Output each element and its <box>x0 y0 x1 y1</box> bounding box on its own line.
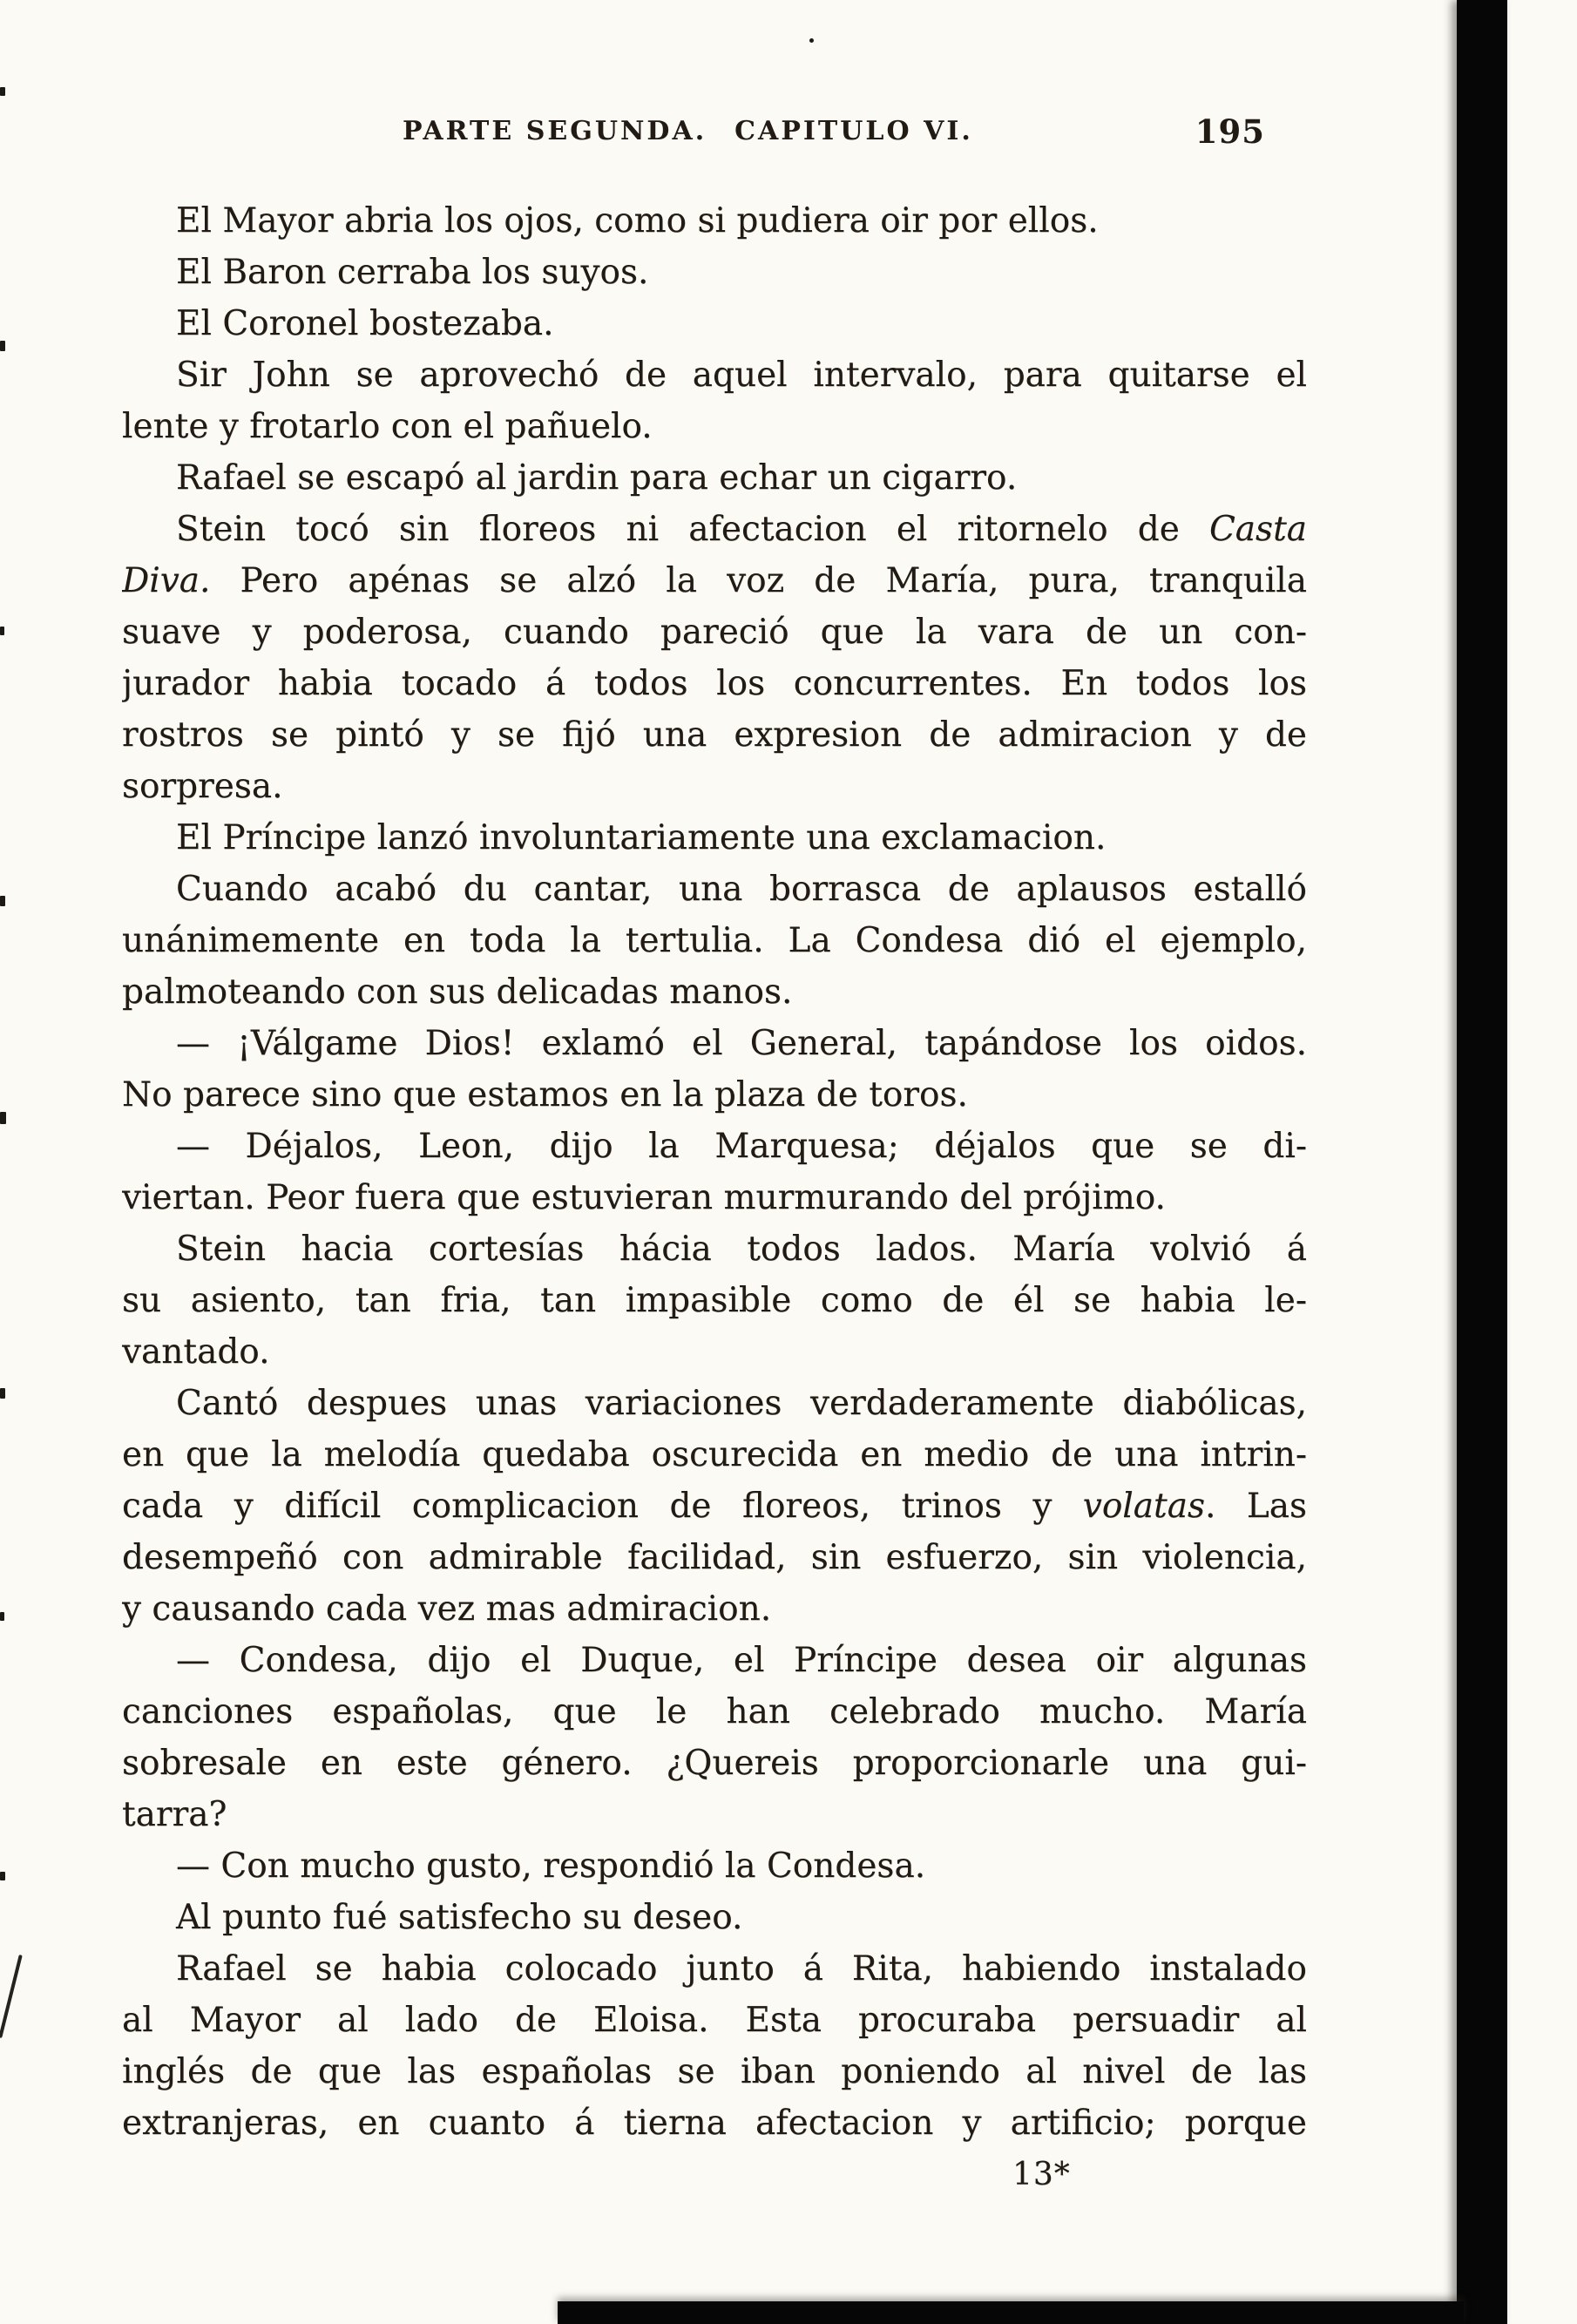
text-line <box>122 915 1307 966</box>
text-segment: No parece sino que estamos en la plaza de toros. <box>122 1075 968 1115</box>
text-segment: Stein tocó sin floreos ni afectacion el ritornelo de <box>176 510 1209 549</box>
text-line <box>122 1943 1307 1995</box>
text-segment: sorpresa. <box>122 767 283 806</box>
text-segment: — Déjalos, Leon, dijo la Marquesa; déjalos que se di- <box>176 1127 1307 1166</box>
text-segment: unánimemente en toda la tertulia. La Condesa dió el ejemplo, <box>122 921 1307 960</box>
text-segment: cada y difícil complicacion de floreos, trinos y <box>122 1487 1083 1526</box>
text-line <box>122 195 1307 247</box>
text-segment: Sir John se aprovechó de aquel intervalo, para quitarse el <box>176 356 1307 395</box>
text-line <box>122 606 1307 658</box>
scan-speck <box>809 38 814 43</box>
text-line <box>122 1429 1307 1480</box>
text-line <box>122 709 1307 761</box>
scan-speck <box>0 1612 4 1621</box>
text-segment: El Baron cerraba los suyos. <box>176 253 649 292</box>
signature-mark: 13* <box>1012 2157 1071 2192</box>
text-segment: . Las <box>1204 1487 1307 1526</box>
text-segment: en que la melodía quedaba oscurecida en medio de una intrin- <box>122 1435 1307 1474</box>
text-line <box>122 2097 1307 2149</box>
page-number: 195 <box>1195 112 1265 151</box>
text-segment: jurador habia tocado á todos los concurrentes. En todos los <box>122 664 1307 703</box>
text-line <box>122 1892 1307 1943</box>
page-header <box>122 108 1307 155</box>
text-segment: y causando cada vez mas admiracion. <box>122 1589 772 1629</box>
scan-speck <box>0 627 4 635</box>
text-line <box>122 1686 1307 1738</box>
text-line <box>122 1018 1307 1069</box>
scan-speck <box>0 87 5 96</box>
italic-text: volatas <box>1082 1487 1205 1526</box>
scan-speck <box>0 341 5 351</box>
text-line <box>122 452 1307 504</box>
text-segment: palmoteando con sus delicadas manos. <box>122 972 793 1012</box>
text-line <box>122 1326 1307 1378</box>
text-line <box>122 812 1307 864</box>
text-segment: tarra? <box>122 1795 227 1834</box>
text-segment: — Condesa, dijo el Duque, el Príncipe desea oir algunas <box>176 1641 1307 1680</box>
text-line <box>122 658 1307 709</box>
text-segment: — Con mucho gusto, respondió la Condesa. <box>176 1846 926 1886</box>
text-segment: canciones españolas, que le han celebrado mucho. María <box>122 1692 1307 1731</box>
text-line <box>122 1069 1307 1121</box>
text-segment: Rafael se escapó al jardin para echar un cigarro. <box>176 458 1018 498</box>
scan-speck <box>0 1388 5 1399</box>
text-line <box>122 761 1307 812</box>
text-segment: lente y frotarlo con el pañuelo. <box>122 407 653 446</box>
page-lines <box>122 195 1307 2149</box>
text-line <box>122 1635 1307 1686</box>
text-line <box>122 864 1307 915</box>
scan-speck <box>0 1112 6 1124</box>
text-segment: inglés de que las españolas se iban poniendo al nivel de las <box>122 2052 1307 2091</box>
text-segment: su asiento, tan fria, tan impasible como de él se habia le- <box>122 1281 1307 1320</box>
text-segment: sobresale en este género. ¿Quereis proporcionarle una gui- <box>122 1744 1307 1783</box>
text-line <box>122 1789 1307 1840</box>
text-segment: suave y poderosa, cuando pareció que la vara de un con- <box>122 613 1307 652</box>
text-segment: rostros se pintó y se fijó una expresion de admiracion y de <box>122 715 1307 755</box>
text-segment: El Mayor abria los ojos, como si pudiera oir por ellos. <box>176 201 1099 241</box>
scan-speck <box>0 896 5 906</box>
text-line <box>122 349 1307 401</box>
text-segment: Rafael se habia colocado junto á Rita, habiendo instalado <box>176 1949 1307 1989</box>
text-segment: — ¡Válgame Dios! exlamó el General, tapándose los oidos. <box>176 1024 1307 1063</box>
scan-stray-mark <box>0 1955 23 2038</box>
text-block <box>122 195 1307 2200</box>
text-line <box>122 247 1307 298</box>
text-segment: al Mayor al lado de Eloisa. Esta procuraba persuadir al <box>122 2001 1307 2040</box>
text-segment: viertan. Peor fuera que estuvieran murmurando del prójimo. <box>122 1178 1166 1217</box>
text-line <box>122 1275 1307 1326</box>
text-segment: vantado. <box>122 1332 270 1372</box>
text-segment: extranjeras, en cuanto á tierna afectacion y artificio; porque <box>122 2104 1307 2143</box>
text-line <box>122 1480 1307 1532</box>
italic-text: Casta <box>1208 510 1307 549</box>
text-segment: Pero apénas se alzó la voz de María, pura, tranquila <box>210 561 1307 600</box>
text-line <box>122 504 1307 555</box>
text-line <box>122 1532 1307 1583</box>
text-segment: Al punto fué satisfecho su deseo. <box>176 1898 743 1937</box>
text-line <box>122 555 1307 606</box>
running-title-section: PARTE SEGUNDA. <box>403 116 707 146</box>
text-line <box>122 1840 1307 1892</box>
text-line <box>122 1583 1307 1635</box>
text-segment: desempeñó con admirable facilidad, sin esfuerzo, sin violencia, <box>122 1538 1307 1577</box>
running-title <box>403 108 973 155</box>
scan-speck <box>0 1872 5 1880</box>
text-line <box>122 401 1307 452</box>
text-segment: Cuando acabó du cantar, una borrasca de aplausos estalló <box>176 870 1307 909</box>
text-line <box>122 1223 1307 1275</box>
text-segment: El Coronel bostezaba. <box>176 304 554 343</box>
running-title-chapter: CAPITULO VI. <box>734 116 973 146</box>
scan-edge-bar-right <box>1457 0 1507 2324</box>
italic-text: Diva. <box>122 561 211 600</box>
text-line <box>122 1172 1307 1223</box>
text-line <box>122 1121 1307 1172</box>
text-segment: Stein hacia cortesías hácia todos lados. María volvió á <box>176 1230 1307 1269</box>
text-segment: Cantó despues unas variaciones verdaderamente diabólicas, <box>176 1384 1307 1423</box>
scan-edge-bar-bottom <box>558 2301 1464 2324</box>
text-line <box>122 2046 1307 2097</box>
text-line <box>122 1378 1307 1429</box>
text-line <box>122 1995 1307 2046</box>
text-line <box>122 1738 1307 1789</box>
text-line <box>122 298 1307 349</box>
text-segment: El Príncipe lanzó involuntariamente una exclamacion. <box>176 818 1107 857</box>
text-line <box>122 966 1307 1018</box>
